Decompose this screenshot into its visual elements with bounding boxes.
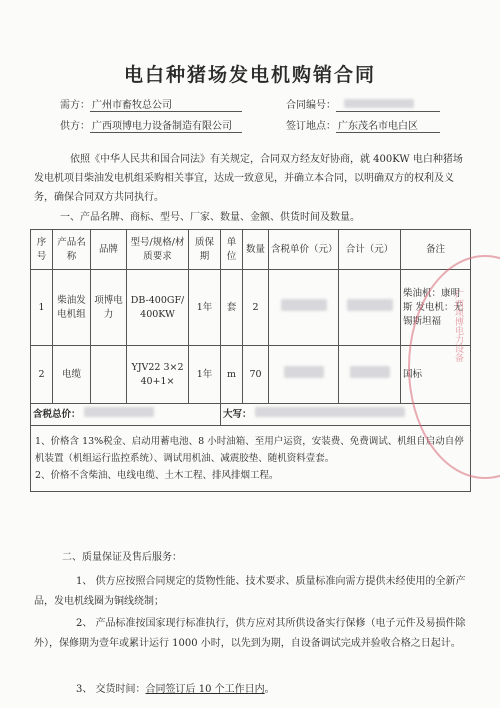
header-brand: 品牌 xyxy=(91,230,127,270)
row2-qty: 70 xyxy=(243,346,269,404)
table-header-row xyxy=(31,230,471,270)
capital-label: 大写： xyxy=(223,409,252,420)
contract-no-value xyxy=(336,99,440,112)
quality-item-3 xyxy=(76,680,500,699)
contract-no-row xyxy=(286,96,440,112)
row1-remark: 柴油机：康明斯 发电机：无锡斯坦福 xyxy=(401,270,471,346)
row2-unit-price xyxy=(269,346,339,404)
tax-total-label: 含税总价： xyxy=(33,409,81,420)
header-total: 合计（元） xyxy=(339,230,401,270)
note-1: 1、价格含 13%税金、启动用蓄电池、8 小时油箱、至用户运资，安装费、免费调试、机组自启动自停机装置（机组运行监控系统）、调试用机油、减震胶垫、随机资料壹套。 xyxy=(35,436,464,464)
row2-model: YJV22 3×240+1× xyxy=(127,346,189,404)
seal-text-label: 广西项博电力设备 xyxy=(453,290,463,362)
contract-title: 电白种猪场发电机购销合同 xyxy=(123,64,376,86)
row2-name: 电缆 xyxy=(53,346,91,404)
buyer-label: 需方： xyxy=(60,100,90,111)
quality-item-1: 1、 供方应按照合同规定的货物性能、技术要求、质量标准向需方提供未经使用的全新产品，发电机线圈为铜线绕制； xyxy=(34,576,466,607)
row1-no: 1 xyxy=(31,270,53,346)
header-no: 序号 xyxy=(31,230,53,270)
sign-place-value: 广东茂名市电白区 xyxy=(336,117,440,133)
seal-text xyxy=(452,290,465,362)
seller-row xyxy=(60,117,242,133)
table-row xyxy=(31,346,471,404)
tax-total-cell xyxy=(31,404,221,426)
items-table xyxy=(30,229,471,492)
section1-heading: 一、产品名牌、商标、型号、厂家、数量、金额、供货时间及数量。 xyxy=(60,212,360,223)
row1-model: DB-400GF/400KW xyxy=(127,270,189,346)
buyer-value: 广州市畜牧总公司 xyxy=(90,96,242,112)
row1-total xyxy=(339,270,401,346)
section2-heading: 二、质量保证及售后服务： xyxy=(62,552,182,563)
seller-value: 广西项博电力设备制造有限公司 xyxy=(90,117,242,133)
header-model: 型号/规格/材质要求 xyxy=(127,230,189,270)
row1-unit: 套 xyxy=(221,270,243,346)
header-name: 产品名称 xyxy=(53,230,91,270)
row2-remark: 国标 xyxy=(401,346,471,404)
header-qty: 数量 xyxy=(243,230,269,270)
seller-label: 供方： xyxy=(60,121,90,132)
header-unit-price: 含税单价（元） xyxy=(269,230,339,270)
intro-paragraph: 依照《中华人民共和国合同法》有关规定，合同双方经友好协商，就 400KW 电白种猪场发电机项目柴油发电机组采购相关事宜，达成一致意见，并确立本合同，以明确双方的权利及义务，确保合同双方共同执行。 xyxy=(34,154,463,203)
sign-place-row xyxy=(286,117,440,133)
contract-no-label: 合同编号： xyxy=(286,100,336,111)
row1-brand: 项博电力 xyxy=(91,270,127,346)
row1-warranty: 1年 xyxy=(189,270,221,346)
buyer-row xyxy=(60,96,242,112)
item3-suffix: 。 xyxy=(264,684,275,695)
note-2: 2、价格不含柴油、电线电缆、土木工程、排风排烟工程。 xyxy=(35,470,279,481)
notes-row xyxy=(31,426,471,492)
item3-prefix: 3、 交货时间： xyxy=(76,684,146,695)
row2-no: 2 xyxy=(31,346,53,404)
tax-total-row xyxy=(31,404,471,426)
table-row xyxy=(31,270,471,346)
row1-name: 柴油发电机组 xyxy=(53,270,91,346)
row1-unit-price xyxy=(269,270,339,346)
quality-item-2: 2、 产品标准按国家现行标准执行，供方应对其所供设备实行保修（电子元件及易损件除外），保修期为壹年或累计运行 1000 小时，以先到为期，自设备调试完成并验收合格之日起计。 xyxy=(34,618,466,649)
row2-total xyxy=(339,346,401,404)
header-warranty: 质保期 xyxy=(189,230,221,270)
row2-brand xyxy=(91,346,127,404)
header-unit: 单位 xyxy=(221,230,243,270)
sign-place-label: 签订地点： xyxy=(286,121,336,132)
notes-cell xyxy=(31,426,471,492)
header-remark: 备注 xyxy=(401,230,471,270)
row2-unit: m xyxy=(221,346,243,404)
item3-value: 合同签订后 10 个工作日内 xyxy=(145,684,265,695)
row1-qty: 2 xyxy=(243,270,269,346)
row2-warranty: 1年 xyxy=(189,346,221,404)
